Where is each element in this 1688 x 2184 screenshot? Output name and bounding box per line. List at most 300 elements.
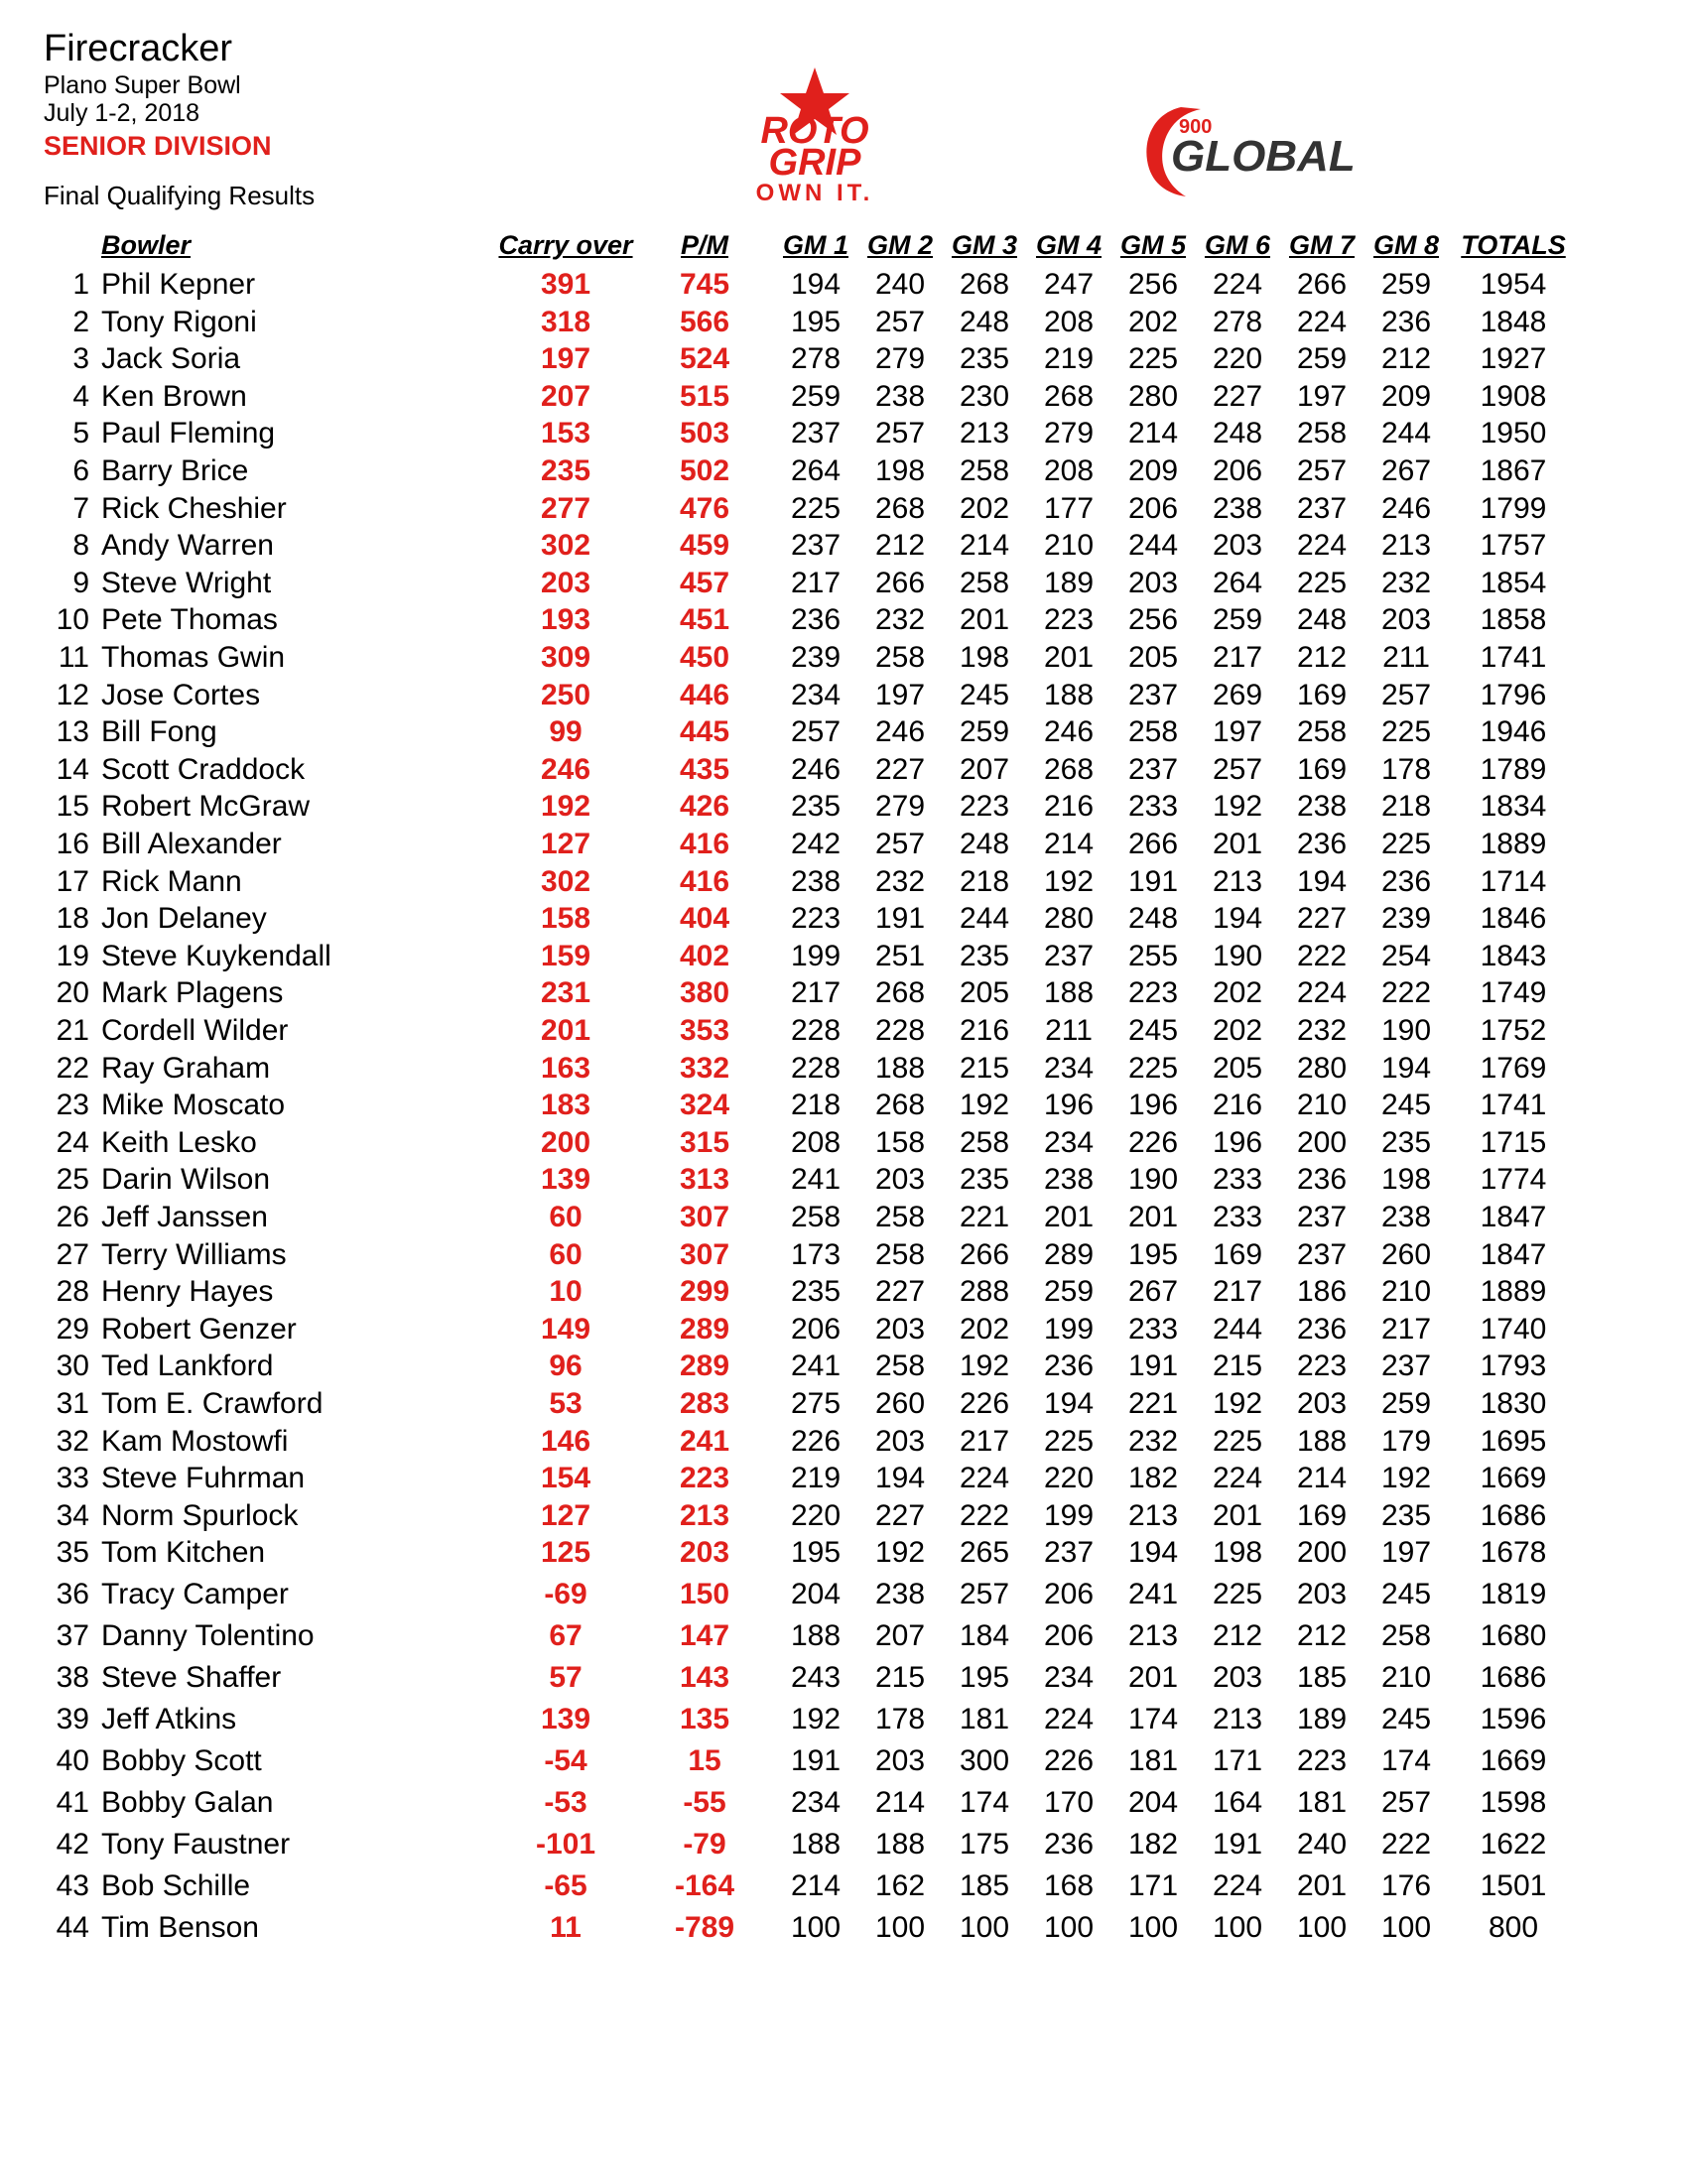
rank-cell: 23 (56, 1089, 89, 1122)
game-5-cell: 256 (1127, 603, 1179, 637)
game-1-cell: 238 (790, 864, 842, 898)
game-2-cell: 203 (874, 1163, 926, 1197)
game-2-cell: 260 (874, 1387, 926, 1420)
bowler-name-cell: Kam Mostowfi (101, 1424, 289, 1458)
total-cell: 1847 (1480, 1201, 1547, 1233)
game-6-cell: 202 (1212, 976, 1263, 1010)
game-2-cell: 100 (874, 1911, 926, 1944)
game-3-cell: 258 (959, 566, 1010, 599)
game-5-cell: 181 (1127, 1744, 1179, 1777)
game-8-cell: 217 (1380, 1312, 1432, 1346)
carry-over-cell: 302 (540, 529, 591, 563)
bowler-name-cell: Paul Fleming (101, 417, 276, 450)
event-title: Firecracker (44, 28, 233, 69)
game-4-cell: 216 (1043, 790, 1095, 824)
game-1-cell: 226 (790, 1424, 842, 1458)
game-4-cell: 237 (1043, 1536, 1095, 1570)
game-7-cell: 201 (1296, 1869, 1348, 1902)
game-1-cell: 235 (790, 1275, 842, 1309)
bowler-name-cell: Jeff Atkins (101, 1703, 237, 1735)
game-6-cell: 171 (1212, 1744, 1263, 1777)
game-5-cell: 201 (1127, 1201, 1179, 1233)
game-5-cell: 221 (1127, 1387, 1179, 1420)
rank-cell: 22 (56, 1051, 89, 1085)
game-2-cell: 188 (874, 1051, 926, 1085)
game-5-cell: 233 (1127, 1312, 1179, 1346)
game-7-cell: 259 (1296, 342, 1348, 376)
game-3-cell: 174 (959, 1786, 1010, 1819)
pm-cell: 213 (679, 1498, 730, 1532)
game-1-cell: 204 (790, 1578, 842, 1610)
game-8-cell: 218 (1380, 790, 1432, 824)
game-3-cell: 198 (959, 641, 1010, 674)
col-totals: TOTALS (1461, 230, 1566, 260)
game-4-cell: 279 (1043, 417, 1095, 450)
total-cell: 1501 (1480, 1869, 1547, 1902)
game-5-cell: 280 (1127, 379, 1179, 413)
game-3-cell: 213 (959, 417, 1010, 450)
game-4-cell: 170 (1043, 1786, 1095, 1819)
table-row (0, 1701, 1688, 1738)
carry-over-cell: 277 (540, 491, 591, 525)
carry-over-cell: 192 (540, 790, 591, 824)
game-7-cell: 186 (1296, 1275, 1348, 1309)
game-3-cell: 230 (959, 379, 1010, 413)
bowler-name-cell: Jack Soria (101, 342, 241, 376)
game-3-cell: 175 (959, 1828, 1010, 1861)
game-7-cell: 232 (1296, 1014, 1348, 1047)
rank-cell: 36 (56, 1578, 89, 1610)
bowler-name-cell: Steve Kuykendall (101, 939, 331, 972)
game-6-cell: 198 (1212, 1536, 1263, 1570)
col-pm: P/M (680, 230, 728, 260)
game-3-cell: 201 (959, 603, 1010, 637)
game-4-cell: 247 (1043, 268, 1095, 301)
game-2-cell: 178 (874, 1703, 926, 1735)
game-3-cell: 215 (959, 1051, 1010, 1085)
table-row (0, 1087, 1688, 1124)
game-3-cell: 266 (959, 1237, 1010, 1271)
game-5-cell: 182 (1127, 1462, 1179, 1495)
bowler-name-cell: Jon Delaney (101, 902, 267, 936)
game-1-cell: 234 (790, 678, 842, 711)
table-row (0, 1497, 1688, 1535)
rank-cell: 10 (56, 603, 89, 637)
game-8-cell: 259 (1380, 1387, 1432, 1420)
pm-cell: 745 (679, 268, 730, 301)
game-3-cell: 218 (959, 864, 1010, 898)
game-2-cell: 258 (874, 1349, 926, 1383)
game-5-cell: 237 (1127, 752, 1179, 786)
game-1-cell: 217 (790, 566, 842, 599)
pm-cell: 135 (679, 1703, 730, 1735)
game-8-cell: 244 (1380, 417, 1432, 450)
game-2-cell: 158 (874, 1125, 926, 1159)
table-row (0, 1423, 1688, 1461)
pm-cell: 416 (679, 864, 730, 898)
game-7-cell: 258 (1296, 715, 1348, 749)
total-cell: 1695 (1480, 1424, 1547, 1458)
game-8-cell: 237 (1380, 1349, 1432, 1383)
game-5-cell: 233 (1127, 790, 1179, 824)
pm-cell: 150 (679, 1578, 730, 1610)
table-row (0, 452, 1688, 490)
carry-over-cell: 149 (540, 1312, 591, 1346)
game-4-cell: 177 (1043, 491, 1095, 525)
game-6-cell: 215 (1212, 1349, 1263, 1383)
game-4-cell: 168 (1043, 1869, 1095, 1902)
game-5-cell: 171 (1127, 1869, 1179, 1902)
game-6-cell: 192 (1212, 790, 1263, 824)
rank-cell: 18 (56, 902, 89, 936)
game-3-cell: 235 (959, 939, 1010, 972)
rank-cell: 41 (56, 1786, 89, 1819)
game-6-cell: 238 (1212, 491, 1263, 525)
game-6-cell: 233 (1212, 1201, 1263, 1233)
game-5-cell: 209 (1127, 454, 1179, 487)
game-2-cell: 203 (874, 1312, 926, 1346)
game-1-cell: 100 (790, 1911, 842, 1944)
total-cell: 1741 (1480, 1089, 1547, 1122)
game-8-cell: 198 (1380, 1163, 1432, 1197)
game-2-cell: 203 (874, 1424, 926, 1458)
rank-cell: 39 (56, 1703, 89, 1735)
game-5-cell: 225 (1127, 342, 1179, 376)
bowler-name-cell: Danny Tolentino (101, 1619, 315, 1652)
pm-cell: 503 (679, 417, 730, 450)
bowler-name-cell: Tim Benson (101, 1911, 259, 1944)
game-4-cell: 199 (1043, 1498, 1095, 1532)
carry-over-cell: 203 (540, 566, 591, 599)
game-6-cell: 213 (1212, 1703, 1263, 1735)
total-cell: 1715 (1480, 1125, 1547, 1159)
pm-cell: 324 (679, 1089, 730, 1122)
game-7-cell: 200 (1296, 1125, 1348, 1159)
game-6-cell: 203 (1212, 1661, 1263, 1694)
game-7-cell: 203 (1296, 1387, 1348, 1420)
bowler-name-cell: Mike Moscato (101, 1089, 286, 1122)
game-2-cell: 257 (874, 828, 926, 860)
game-8-cell: 174 (1380, 1744, 1432, 1777)
game-7-cell: 224 (1296, 529, 1348, 563)
bowler-name-cell: Terry Williams (101, 1237, 287, 1271)
bowler-name-cell: Robert Genzer (101, 1312, 297, 1346)
game-1-cell: 188 (790, 1828, 842, 1861)
game-6-cell: 264 (1212, 566, 1263, 599)
carry-over-cell: 125 (540, 1536, 591, 1570)
bowler-name-cell: Barry Brice (101, 454, 249, 487)
carry-over-cell: 318 (540, 305, 591, 338)
game-5-cell: 245 (1127, 1014, 1179, 1047)
bowler-name-cell: Henry Hayes (101, 1275, 274, 1309)
carry-over-cell: -69 (544, 1578, 587, 1610)
total-cell: 1749 (1480, 976, 1547, 1010)
game-2-cell: 227 (874, 1275, 926, 1309)
game-7-cell: 100 (1296, 1911, 1348, 1944)
pm-cell: 435 (679, 752, 730, 786)
carry-over-cell: 11 (550, 1911, 582, 1944)
game-5-cell: 226 (1127, 1125, 1179, 1159)
carry-over-cell: 10 (549, 1275, 583, 1309)
game-5-cell: 267 (1127, 1275, 1179, 1309)
table-row (0, 713, 1688, 751)
game-3-cell: 223 (959, 790, 1010, 824)
game-5-cell: 196 (1127, 1089, 1179, 1122)
game-7-cell: 280 (1296, 1051, 1348, 1085)
game-7-cell: 212 (1296, 1619, 1348, 1652)
rotogrip-logo (711, 67, 919, 206)
game-4-cell: 210 (1043, 529, 1095, 563)
game-1-cell: 239 (790, 641, 842, 674)
total-cell: 1854 (1480, 566, 1547, 599)
rank-cell: 5 (72, 417, 89, 450)
game-6-cell: 220 (1212, 342, 1263, 376)
bowler-name-cell: Phil Kepner (101, 268, 256, 301)
game-4-cell: 259 (1043, 1275, 1095, 1309)
game-7-cell: 237 (1296, 1201, 1348, 1233)
game-1-cell: 237 (790, 529, 842, 563)
game-8-cell: 210 (1380, 1661, 1432, 1694)
game-6-cell: 205 (1212, 1051, 1263, 1085)
col-gm7: GM 7 (1288, 230, 1355, 260)
table-row (0, 1460, 1688, 1497)
game-3-cell: 258 (959, 1125, 1010, 1159)
game-2-cell: 268 (874, 1089, 926, 1122)
game-8-cell: 222 (1380, 976, 1432, 1010)
game-4-cell: 268 (1043, 379, 1095, 413)
game-6-cell: 225 (1212, 1578, 1263, 1610)
table-row (0, 378, 1688, 416)
game-5-cell: 266 (1127, 828, 1179, 860)
carry-over-cell: 231 (540, 976, 591, 1010)
game-2-cell: 203 (874, 1744, 926, 1777)
game-5-cell: 244 (1127, 529, 1179, 563)
game-3-cell: 222 (959, 1498, 1010, 1532)
game-6-cell: 192 (1212, 1387, 1263, 1420)
game-5-cell: 202 (1127, 305, 1179, 338)
bowler-name-cell: Steve Fuhrman (101, 1462, 306, 1495)
game-2-cell: 266 (874, 566, 926, 599)
game-5-cell: 205 (1127, 641, 1179, 674)
table-row (0, 565, 1688, 602)
col-gm8: GM 8 (1372, 230, 1439, 260)
game-7-cell: 189 (1296, 1703, 1348, 1735)
col-gm4: GM 4 (1035, 230, 1102, 260)
carry-over-cell: 158 (540, 902, 591, 936)
game-2-cell: 232 (874, 864, 926, 898)
carry-over-cell: 153 (540, 417, 591, 450)
game-4-cell: 100 (1043, 1911, 1095, 1944)
rank-cell: 7 (72, 491, 89, 525)
game-2-cell: 279 (874, 790, 926, 824)
pm-cell: 426 (679, 790, 730, 824)
game-8-cell: 212 (1380, 342, 1432, 376)
rank-cell: 44 (56, 1911, 89, 1944)
game-8-cell: 100 (1380, 1911, 1432, 1944)
game-6-cell: 257 (1212, 752, 1263, 786)
carry-over-cell: 200 (540, 1125, 591, 1159)
table-row (0, 788, 1688, 826)
event-dates: July 1-2, 2018 (44, 99, 200, 127)
total-cell: 1950 (1480, 417, 1547, 450)
game-7-cell: 212 (1296, 641, 1348, 674)
total-cell: 1858 (1480, 603, 1547, 637)
rank-cell: 43 (56, 1869, 89, 1902)
game-7-cell: 248 (1296, 603, 1348, 637)
bowler-name-cell: Rick Cheshier (101, 491, 287, 525)
game-1-cell: 246 (790, 752, 842, 786)
game-3-cell: 244 (959, 902, 1010, 936)
rank-cell: 6 (72, 454, 89, 487)
game-2-cell: 258 (874, 1201, 926, 1233)
bowler-name-cell: Bob Schille (101, 1869, 251, 1902)
bowler-name-cell: Tracy Camper (101, 1578, 289, 1610)
game-4-cell: 224 (1043, 1703, 1095, 1735)
game-6-cell: 233 (1212, 1163, 1263, 1197)
table-row (0, 1273, 1688, 1311)
game-1-cell: 237 (790, 417, 842, 450)
total-cell: 1714 (1480, 864, 1547, 898)
game-5-cell: 255 (1127, 939, 1179, 972)
carry-over-cell: 246 (540, 752, 591, 786)
total-cell: 1752 (1480, 1014, 1547, 1047)
total-cell: 1680 (1480, 1619, 1547, 1652)
game-5-cell: 194 (1127, 1536, 1179, 1570)
total-cell: 1799 (1480, 491, 1547, 525)
carry-over-cell: 57 (549, 1661, 583, 1694)
bowler-name-cell: Norm Spurlock (101, 1498, 299, 1532)
bowler-name-cell: Bill Fong (101, 715, 217, 749)
carry-over-cell: 197 (540, 342, 591, 376)
carry-over-cell: 207 (540, 379, 591, 413)
game-7-cell: 257 (1296, 454, 1348, 487)
game-5-cell: 190 (1127, 1163, 1179, 1197)
game-2-cell: 198 (874, 454, 926, 487)
game-7-cell: 214 (1296, 1462, 1348, 1495)
game-2-cell: 207 (874, 1619, 926, 1652)
total-cell: 1769 (1480, 1051, 1547, 1085)
rank-cell: 25 (56, 1163, 89, 1197)
game-6-cell: 227 (1212, 379, 1263, 413)
game-8-cell: 190 (1380, 1014, 1432, 1047)
game-1-cell: 188 (790, 1619, 842, 1652)
table-row (0, 639, 1688, 677)
game-3-cell: 268 (959, 268, 1010, 301)
total-cell: 1789 (1480, 752, 1547, 786)
division-label: SENIOR DIVISION (44, 131, 272, 161)
game-6-cell: 191 (1212, 1828, 1263, 1861)
game-7-cell: 237 (1296, 491, 1348, 525)
rank-cell: 31 (56, 1387, 89, 1420)
rank-cell: 37 (56, 1619, 89, 1652)
table-row (0, 1867, 1688, 1905)
game-1-cell: 206 (790, 1312, 842, 1346)
bowler-name-cell: Jeff Janssen (101, 1201, 268, 1233)
game-7-cell: 200 (1296, 1536, 1348, 1570)
game-4-cell: 234 (1043, 1051, 1095, 1085)
game-8-cell: 197 (1380, 1536, 1432, 1570)
game-6-cell: 203 (1212, 529, 1263, 563)
game-4-cell: 223 (1043, 603, 1095, 637)
table-row (0, 1659, 1688, 1697)
carry-over-cell: 139 (540, 1703, 591, 1735)
pm-cell: 307 (679, 1237, 730, 1271)
game-8-cell: 257 (1380, 1786, 1432, 1819)
game-4-cell: 236 (1043, 1828, 1095, 1861)
carry-over-cell: 391 (540, 268, 591, 301)
game-6-cell: 202 (1212, 1014, 1263, 1047)
game-5-cell: 232 (1127, 1424, 1179, 1458)
table-row (0, 1742, 1688, 1780)
game-7-cell: 240 (1296, 1828, 1348, 1861)
game-8-cell: 232 (1380, 566, 1432, 599)
rank-cell: 30 (56, 1349, 89, 1383)
game-2-cell: 240 (874, 268, 926, 301)
game-1-cell: 225 (790, 491, 842, 525)
game-3-cell: 214 (959, 529, 1010, 563)
pm-cell: 515 (679, 379, 730, 413)
game-2-cell: 191 (874, 902, 926, 936)
total-cell: 800 (1488, 1911, 1539, 1944)
table-row (0, 1236, 1688, 1274)
game-4-cell: 246 (1043, 715, 1095, 749)
pm-cell: 147 (679, 1619, 730, 1652)
game-6-cell: 196 (1212, 1125, 1263, 1159)
game-8-cell: 235 (1380, 1498, 1432, 1532)
game-3-cell: 235 (959, 1163, 1010, 1197)
bowler-name-cell: Jose Cortes (101, 678, 261, 711)
carry-over-cell: -53 (544, 1786, 587, 1819)
carry-over-cell: 146 (540, 1424, 591, 1458)
col-gm1: GM 1 (782, 230, 848, 260)
pm-cell: 203 (679, 1536, 730, 1570)
game-2-cell: 227 (874, 1498, 926, 1532)
carry-over-cell: 99 (549, 715, 583, 749)
bowler-name-cell: Tom Kitchen (101, 1536, 266, 1570)
game-5-cell: 213 (1127, 1498, 1179, 1532)
game-4-cell: 280 (1043, 902, 1095, 936)
table-row (0, 415, 1688, 452)
col-carry-over: Carry over (498, 230, 633, 260)
game-8-cell: 203 (1380, 603, 1432, 637)
global-word-text: GLOBAL (1171, 132, 1356, 181)
game-4-cell: 220 (1043, 1462, 1095, 1495)
table-row (0, 1199, 1688, 1236)
game-1-cell: 195 (790, 1536, 842, 1570)
rank-cell: 34 (56, 1498, 89, 1532)
game-4-cell: 214 (1043, 828, 1095, 860)
rank-cell: 21 (56, 1014, 89, 1047)
rank-cell: 3 (72, 342, 89, 376)
game-2-cell: 268 (874, 976, 926, 1010)
pm-cell: 315 (679, 1125, 730, 1159)
game-3-cell: 258 (959, 454, 1010, 487)
game-3-cell: 207 (959, 752, 1010, 786)
game-6-cell: 213 (1212, 864, 1263, 898)
game-8-cell: 267 (1380, 454, 1432, 487)
total-cell: 1830 (1480, 1387, 1547, 1420)
col-bowler: Bowler (101, 230, 192, 260)
total-cell: 1946 (1480, 715, 1547, 749)
game-2-cell: 257 (874, 417, 926, 450)
game-8-cell: 239 (1380, 902, 1432, 936)
game-3-cell: 235 (959, 342, 1010, 376)
game-4-cell: 192 (1043, 864, 1095, 898)
total-cell: 1686 (1480, 1661, 1547, 1694)
bowler-name-cell: Steve Wright (101, 566, 272, 599)
game-6-cell: 224 (1212, 268, 1263, 301)
rank-cell: 26 (56, 1201, 89, 1233)
